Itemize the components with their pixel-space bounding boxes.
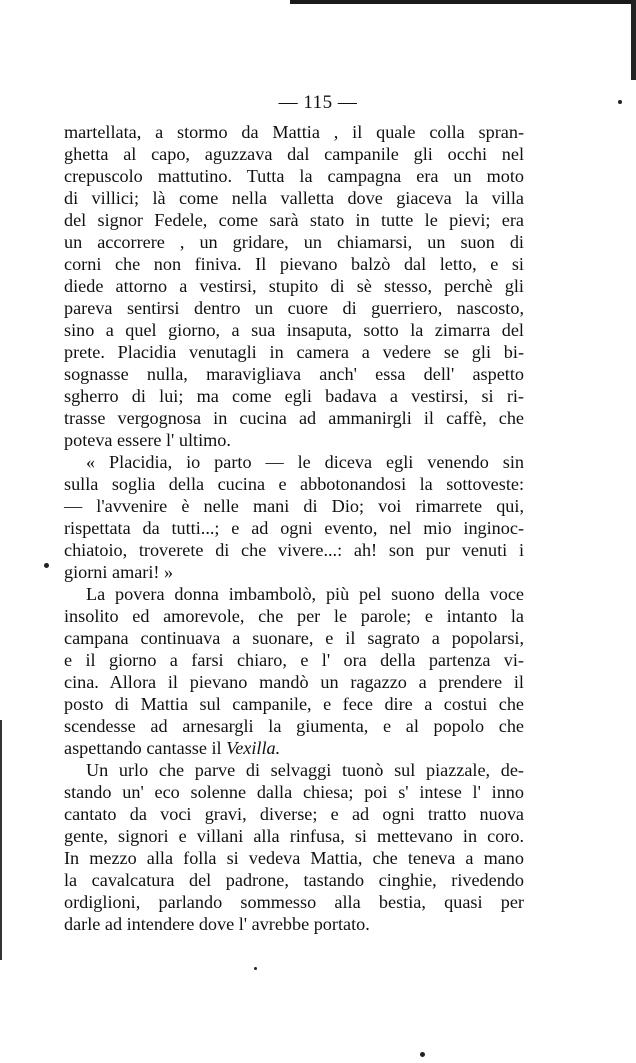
text-line: crepuscolo mattutino. Tutta la campagna era un moto [64,166,524,186]
text-line: corni che non finiva. Il pievano balzò dal letto, e si [64,254,524,274]
text-line: cantato da voci gravi, diverse; e ad ogni tratto nuova [64,804,524,824]
text-line: gente, signori e villani alla rinfusa, si mettevano in coro. [64,826,524,846]
scan-speck [420,1052,425,1057]
text-line: — l'avvenire è nelle mani di Dio; voi rimarrete qui, [64,496,524,516]
text-line: e il giorno a farsi chiaro, e l' ora della partenza vi- [64,650,524,670]
scan-speck [254,967,257,970]
italic-word: Vexilla. [226,738,281,758]
text-line: La povera donna imbambolò, più pel suono della voce [86,584,524,604]
text-line: ordiglioni, parlando sommesso alla bestia, quasi per [64,892,524,912]
page-number: — 115 — [278,92,358,113]
scan-left-edge [0,720,2,960]
text-segment: aspettando cantasse il [64,738,222,758]
text-line: giorni amari! » [64,562,174,582]
text-line: posto di Mattia sul campanile, e fece dire a costui che [64,694,524,714]
text-line: trasse vergognosa in cucina ad ammanirgli il caffè, che [64,408,524,428]
text-line: « Placidia, io parto — le diceva egli venendo sin [86,452,524,472]
text-line: campana continuava a suonare, e il sagrato a popolarsi, [64,628,524,648]
text-line: Un urlo che parve di selvaggi tuonò sul piazzale, de- [86,760,524,780]
text-line: scendesse ad arnesargli la giumenta, e al popolo che [64,716,524,736]
text-line: un accorrere , un gridare, un chiamarsi, un suon di [64,232,524,252]
text-line: ghetta al capo, aguzzava dal campanile gli occhi nel [64,144,524,164]
text-line: sulla soglia della cucina e abbotonandosi la sottoveste: [64,474,524,494]
text-line: chiatoio, troverete di che vivere...: ah! son pur venuti i [64,540,524,560]
text-line: stando un' eco solenne dalla chiesa; poi s' intese l' inno [64,782,524,802]
text-line: cina. Allora il pievano mandò un ragazzo a prendere il [64,672,524,692]
scan-right-edge [631,0,636,80]
text-line: di villici; là come nella valletta dove giaceva la villa [64,188,524,208]
text-line: In mezzo alla folla si vedeva Mattia, che teneva a mano [64,848,524,868]
scan-top-edge [290,0,636,4]
text-line: insolito ed amorevole, che per le parole; e intanto la [64,606,524,626]
text-line: prete. Placidia venutagli in camera a vedere se gli bi- [64,342,524,362]
text-line: sognasse nulla, maravigliava anch' essa dell' aspetto [64,364,524,384]
text-line [64,737,280,759]
text-line: la cavalcatura del padrone, tastando cinghie, rivedendo [64,870,524,890]
text-line: del signor Fedele, come sarà stato in tutte le pievi; era [64,210,524,230]
text-line: pareva sentirsi dentro un cuore di guerriero, nascosto, [64,298,524,318]
text-line: sino a quel giorno, a sua insaputa, sotto la zimarra del [64,320,524,340]
text-line: diede attorno a vestirsi, stupito di sè stesso, perchè gli [64,276,524,296]
scan-speck [44,563,49,568]
text-line: martellata, a stormo da Mattia , il quale colla spran- [64,122,524,142]
text-line: poteva essere l' ultimo. [64,430,231,450]
text-line: darle ad intendere dove l' avrebbe portato. [64,914,370,934]
text-line: rispettata da tutti...; e ad ogni evento, nel mio inginoc- [64,518,524,538]
text-line: sgherro di lui; ma come egli badava a vestirsi, si ri- [64,386,524,406]
